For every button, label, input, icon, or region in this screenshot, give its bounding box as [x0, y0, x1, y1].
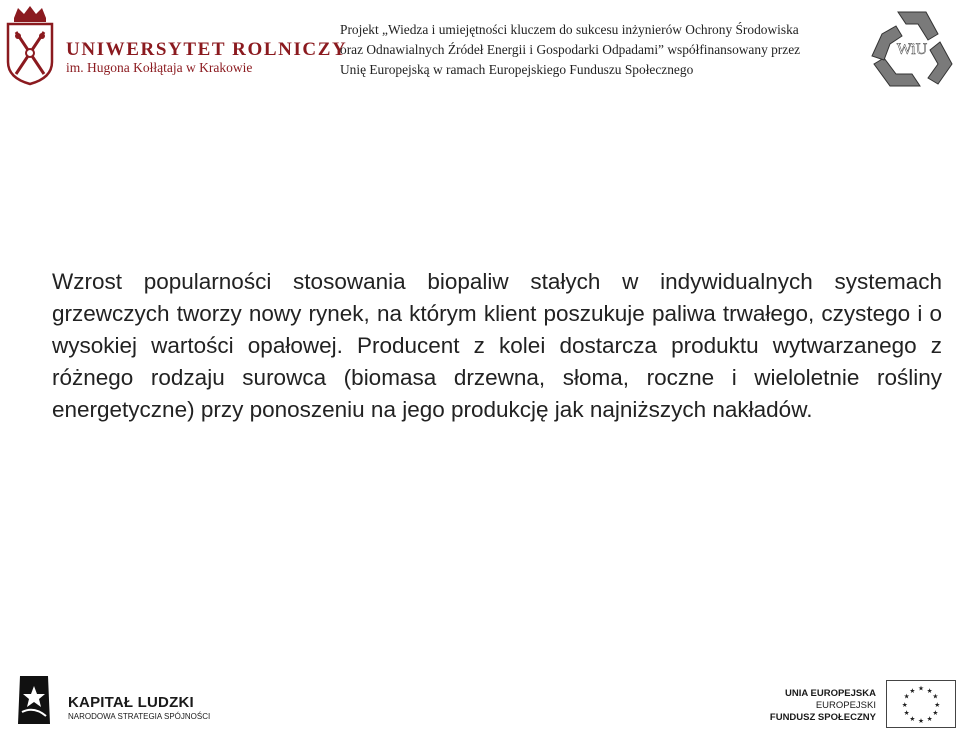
- svg-text:★: ★: [932, 692, 939, 701]
- kapital-ludzki-title: KAPITAŁ LUDZKI: [68, 694, 194, 711]
- project-line: oraz Odnawialnych Źródeł Energii i Gospodarki Odpadami” współfinansowany przez: [340, 42, 801, 57]
- eu-line-3: FUNDUSZ SPOŁECZNY: [769, 712, 876, 723]
- svg-text:★: ★: [926, 714, 933, 723]
- svg-text:★: ★: [918, 684, 924, 693]
- university-logo: [4, 4, 348, 88]
- project-line: Unię Europejską w ramach Europejskiego Funduszu Społecznego: [340, 62, 694, 77]
- university-subtitle: im. Hugona Kołłątaja w Krakowie: [66, 60, 253, 75]
- svg-text:★: ★: [903, 692, 910, 701]
- svg-text:★: ★: [909, 686, 916, 695]
- eu-line-1: UNIA EUROPEJSKA: [785, 688, 876, 699]
- kapital-ludzki-emblem-icon: [14, 672, 54, 728]
- svg-text:★: ★: [926, 686, 933, 695]
- svg-text:★: ★: [932, 709, 939, 718]
- eu-flag-icon: [886, 680, 956, 728]
- svg-text:★: ★: [918, 717, 924, 726]
- eu-line-2: EUROPEJSKI: [815, 700, 876, 711]
- kapital-ludzki-subtitle: NARODOWA STRATEGIA SPÓJNOŚCI: [68, 712, 211, 721]
- wiu-recycle-logo-icon: [868, 4, 956, 88]
- project-line: Projekt „Wiedza i umiejętności kluczem do sukcesu inżynierów Ochrony Środowiska: [340, 22, 799, 37]
- main-paragraph: Wzrost popularności stosowania biopaliw stałych w indywidualnych systemach grzewczych tworzy nowy rynek, na którym klient poszukuje paliwa trwałego, czystego i o wysokiej wartości opałowej. Producent z kolei dostarcza produktu wytwarzanego z różnego rodzaju surowca (biomasa drzewna, słoma, roczne i wieloletnie rośliny energetyczne) przy ponoszeniu na jego produkcję jak najniższych nakładów.: [52, 269, 942, 422]
- wiu-logo-text: WiU: [896, 41, 928, 58]
- project-description: [340, 20, 860, 80]
- university-crest-icon: [4, 4, 56, 86]
- svg-text:★: ★: [909, 714, 916, 723]
- eu-fund-logo: [769, 676, 956, 732]
- university-name: UNIWERSYTET ROLNICZY: [66, 39, 348, 60]
- eu-fund-text: [770, 688, 876, 724]
- svg-text:★: ★: [901, 700, 908, 709]
- svg-text:★: ★: [934, 700, 941, 709]
- kapital-ludzki-logo: [14, 670, 234, 730]
- svg-text:★: ★: [903, 709, 910, 718]
